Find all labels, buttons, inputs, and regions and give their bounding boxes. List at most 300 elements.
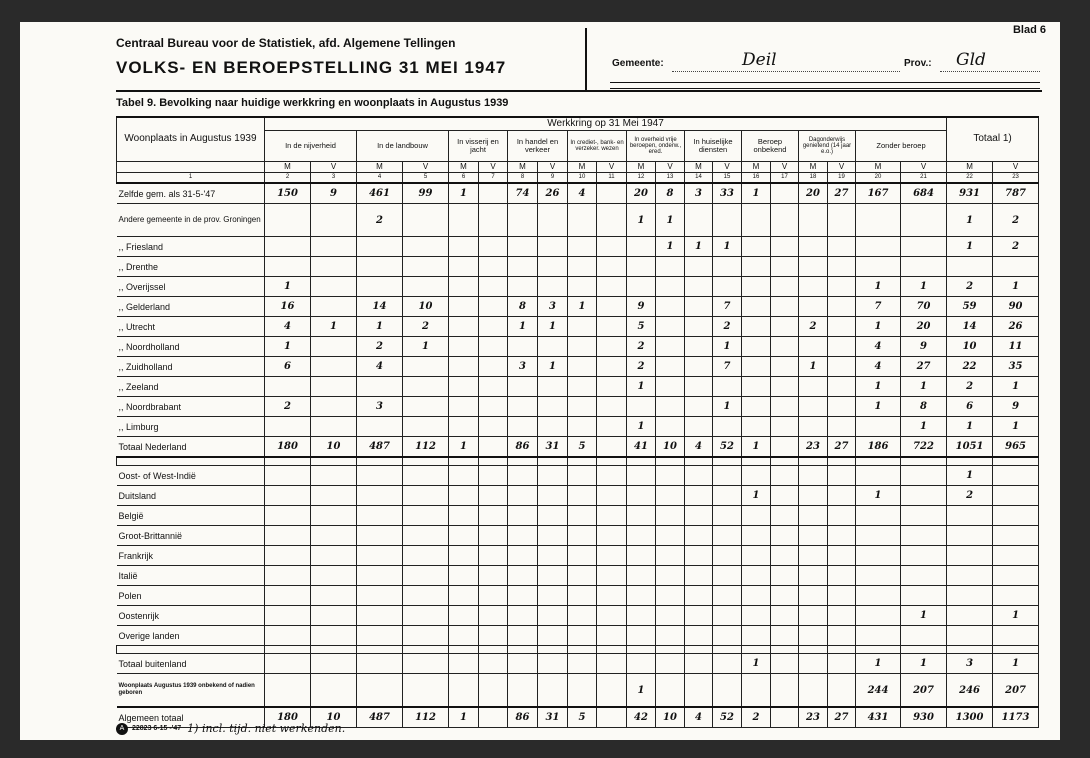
- data-cell: 20: [799, 183, 828, 204]
- group-header: In de nijverheid: [265, 131, 357, 162]
- data-cell: [538, 546, 568, 566]
- spacer-cell: [568, 457, 597, 466]
- data-cell: [656, 674, 685, 708]
- row-label: ,, Utrecht: [117, 317, 265, 337]
- data-cell: 14: [357, 297, 403, 317]
- data-cell: [856, 237, 901, 257]
- data-cell: [449, 674, 479, 708]
- data-cell: [449, 417, 479, 437]
- data-cell: 2: [947, 377, 993, 397]
- data-cell: [901, 204, 947, 237]
- data-cell: [597, 506, 627, 526]
- data-cell: [993, 586, 1039, 606]
- data-cell: 31: [538, 437, 568, 458]
- data-cell: 59: [947, 297, 993, 317]
- row-label: ,, Zeeland: [117, 377, 265, 397]
- data-cell: 7: [713, 357, 742, 377]
- data-cell: [403, 674, 449, 708]
- data-cell: [685, 674, 713, 708]
- data-cell: [597, 526, 627, 546]
- data-cell: [828, 566, 856, 586]
- data-cell: [828, 486, 856, 506]
- group-header: In huiselijke diensten: [685, 131, 742, 162]
- data-cell: [538, 626, 568, 646]
- data-cell: [568, 417, 597, 437]
- data-cell: [403, 654, 449, 674]
- data-cell: [568, 546, 597, 566]
- table-row: [117, 606, 1039, 626]
- data-cell: [357, 506, 403, 526]
- data-cell: [656, 466, 685, 486]
- data-cell: 112: [403, 707, 449, 728]
- data-cell: [479, 337, 508, 357]
- data-cell: [357, 654, 403, 674]
- data-cell: [479, 237, 508, 257]
- data-cell: [265, 466, 311, 486]
- data-cell: [901, 626, 947, 646]
- group-header: In de landbouw: [357, 131, 449, 162]
- data-cell: [742, 257, 771, 277]
- data-cell: [685, 257, 713, 277]
- data-cell: [828, 586, 856, 606]
- data-cell: [597, 486, 627, 506]
- data-cell: [947, 606, 993, 626]
- data-cell: 27: [828, 707, 856, 728]
- data-cell: [656, 546, 685, 566]
- table-row: [117, 437, 1039, 458]
- data-cell: 26: [993, 317, 1039, 337]
- row-label: Oost- of West-Indië: [117, 466, 265, 486]
- data-cell: [627, 606, 656, 626]
- spacer-cell: [993, 646, 1039, 654]
- data-cell: [311, 357, 357, 377]
- data-cell: [799, 277, 828, 297]
- data-cell: [799, 586, 828, 606]
- data-cell: [508, 626, 538, 646]
- data-cell: [742, 526, 771, 546]
- data-cell: [799, 626, 828, 646]
- table-row: [117, 674, 1039, 708]
- data-cell: [357, 237, 403, 257]
- data-cell: [597, 337, 627, 357]
- sheet-number: Blad 6: [1012, 24, 1046, 36]
- data-cell: [856, 526, 901, 546]
- row-label: Totaal buitenland: [117, 654, 265, 674]
- data-cell: [993, 506, 1039, 526]
- spacer-cell: [901, 646, 947, 654]
- data-cell: [799, 297, 828, 317]
- print-code: 22823 6-15 -'47: [132, 725, 182, 732]
- group-header: Beroep onbekend: [742, 131, 799, 162]
- data-cell: [771, 546, 799, 566]
- row-label: Italië: [117, 566, 265, 586]
- data-cell: [656, 506, 685, 526]
- data-cell: [799, 417, 828, 437]
- data-cell: [403, 466, 449, 486]
- data-cell: 1: [856, 277, 901, 297]
- data-cell: [479, 546, 508, 566]
- data-cell: [597, 546, 627, 566]
- data-cell: [799, 204, 828, 237]
- data-cell: 4: [265, 317, 311, 337]
- data-cell: [403, 546, 449, 566]
- data-cell: [357, 277, 403, 297]
- data-cell: [538, 566, 568, 586]
- data-cell: [538, 237, 568, 257]
- data-cell: 23: [799, 707, 828, 728]
- gemeente-label: Gemeente:: [612, 58, 664, 69]
- spacer-cell: [479, 646, 508, 654]
- data-cell: 167: [856, 183, 901, 204]
- data-cell: [856, 466, 901, 486]
- data-cell: [947, 506, 993, 526]
- female-column-header: V: [901, 162, 947, 173]
- data-cell: 2: [627, 357, 656, 377]
- data-cell: [713, 526, 742, 546]
- data-cell: [568, 626, 597, 646]
- data-cell: [713, 654, 742, 674]
- column-number: 4: [357, 173, 403, 184]
- print-badge: A: [116, 723, 128, 735]
- data-cell: [685, 526, 713, 546]
- female-column-header: V: [538, 162, 568, 173]
- data-cell: [265, 377, 311, 397]
- data-cell: [713, 506, 742, 526]
- data-cell: [538, 377, 568, 397]
- data-cell: 207: [901, 674, 947, 708]
- column-number: 18: [799, 173, 828, 184]
- table-row: [117, 257, 1039, 277]
- totaal-header: Totaal 1): [947, 117, 1039, 162]
- data-cell: 20: [627, 183, 656, 204]
- data-cell: [656, 277, 685, 297]
- data-cell: 1: [901, 417, 947, 437]
- data-cell: 52: [713, 437, 742, 458]
- data-cell: 1: [508, 317, 538, 337]
- data-cell: 1: [856, 317, 901, 337]
- data-cell: [479, 566, 508, 586]
- data-cell: 42: [627, 707, 656, 728]
- data-cell: [856, 204, 901, 237]
- data-cell: 1: [856, 377, 901, 397]
- data-cell: [771, 526, 799, 546]
- data-cell: [311, 586, 357, 606]
- data-cell: [449, 486, 479, 506]
- spacer-cell: [265, 457, 311, 466]
- data-cell: [713, 466, 742, 486]
- data-cell: 90: [993, 297, 1039, 317]
- spacer-cell: [685, 646, 713, 654]
- data-cell: [713, 546, 742, 566]
- data-cell: [597, 586, 627, 606]
- data-cell: [449, 337, 479, 357]
- data-cell: [597, 674, 627, 708]
- data-cell: [713, 417, 742, 437]
- data-cell: [742, 204, 771, 237]
- data-cell: [713, 277, 742, 297]
- data-cell: [479, 183, 508, 204]
- data-cell: 1: [568, 297, 597, 317]
- data-cell: [311, 546, 357, 566]
- data-cell: [771, 707, 799, 728]
- data-cell: [685, 357, 713, 377]
- data-cell: [403, 397, 449, 417]
- data-cell: 487: [357, 437, 403, 458]
- table-row: [117, 506, 1039, 526]
- data-cell: [828, 377, 856, 397]
- data-cell: 1051: [947, 437, 993, 458]
- data-cell: [538, 526, 568, 546]
- data-cell: [311, 397, 357, 417]
- werkkring-header: Werkkring op 31 Mei 1947: [265, 117, 947, 131]
- data-cell: [799, 654, 828, 674]
- data-cell: [742, 546, 771, 566]
- data-cell: [771, 183, 799, 204]
- data-cell: [508, 586, 538, 606]
- data-cell: [856, 626, 901, 646]
- data-cell: [828, 297, 856, 317]
- data-cell: 1: [656, 237, 685, 257]
- spacer-cell: [828, 646, 856, 654]
- data-cell: [993, 257, 1039, 277]
- data-cell: 5: [568, 707, 597, 728]
- data-cell: [713, 257, 742, 277]
- male-column-header: M: [856, 162, 901, 173]
- data-cell: [403, 237, 449, 257]
- data-cell: [479, 277, 508, 297]
- table-row: [117, 526, 1039, 546]
- gemeente-value: Deil: [742, 50, 777, 70]
- data-cell: [685, 317, 713, 337]
- data-cell: [508, 204, 538, 237]
- data-cell: [568, 486, 597, 506]
- column-number: 9: [538, 173, 568, 184]
- data-cell: [685, 606, 713, 626]
- data-cell: 52: [713, 707, 742, 728]
- spacer-cell: [311, 646, 357, 654]
- data-cell: [771, 486, 799, 506]
- data-cell: [568, 357, 597, 377]
- data-cell: [656, 417, 685, 437]
- data-cell: [597, 566, 627, 586]
- data-cell: [856, 586, 901, 606]
- row-label: Totaal Nederland: [117, 437, 265, 458]
- data-cell: 11: [993, 337, 1039, 357]
- column-number: 3: [311, 173, 357, 184]
- data-cell: [685, 486, 713, 506]
- row-label: ,, Noordholland: [117, 337, 265, 357]
- data-cell: 1: [265, 337, 311, 357]
- data-cell: 27: [828, 437, 856, 458]
- data-cell: [799, 466, 828, 486]
- data-cell: [311, 674, 357, 708]
- data-cell: [993, 546, 1039, 566]
- province-value: Gld: [956, 50, 986, 70]
- data-cell: [656, 377, 685, 397]
- data-cell: [656, 257, 685, 277]
- data-cell: [901, 506, 947, 526]
- data-cell: 1: [449, 183, 479, 204]
- data-cell: 1: [449, 437, 479, 458]
- data-cell: [403, 626, 449, 646]
- data-cell: 1: [311, 317, 357, 337]
- male-column-header: M: [627, 162, 656, 173]
- data-cell: [479, 466, 508, 486]
- data-cell: [656, 486, 685, 506]
- woonplaats-header: Woonplaats in Augustus 1939: [117, 117, 265, 162]
- data-cell: [265, 204, 311, 237]
- data-cell: [799, 397, 828, 417]
- data-cell: [901, 526, 947, 546]
- data-cell: 2: [993, 237, 1039, 257]
- data-cell: 4: [856, 337, 901, 357]
- data-cell: [771, 204, 799, 237]
- data-cell: 1: [742, 654, 771, 674]
- data-cell: 1: [265, 277, 311, 297]
- data-cell: [357, 606, 403, 626]
- data-cell: [311, 377, 357, 397]
- data-cell: 70: [901, 297, 947, 317]
- data-cell: [742, 237, 771, 257]
- data-cell: [656, 606, 685, 626]
- data-cell: [265, 566, 311, 586]
- data-cell: [357, 586, 403, 606]
- data-cell: [265, 674, 311, 708]
- data-cell: 9: [311, 183, 357, 204]
- data-cell: [449, 257, 479, 277]
- spacer-cell: [742, 457, 771, 466]
- data-cell: 722: [901, 437, 947, 458]
- data-cell: [771, 337, 799, 357]
- data-cell: [311, 417, 357, 437]
- data-cell: [538, 486, 568, 506]
- data-cell: [311, 654, 357, 674]
- data-cell: [479, 437, 508, 458]
- group-header: In crediet-, bank- en verzeker. wezen: [568, 131, 627, 162]
- data-cell: [568, 337, 597, 357]
- data-cell: [685, 204, 713, 237]
- data-cell: 2: [265, 397, 311, 417]
- data-cell: [265, 257, 311, 277]
- data-cell: 2: [742, 707, 771, 728]
- data-cell: [311, 606, 357, 626]
- data-cell: [311, 277, 357, 297]
- group-header: Dagonderwijs genietend (14 jaar e.o.): [799, 131, 856, 162]
- female-column-header: V: [713, 162, 742, 173]
- data-cell: [656, 566, 685, 586]
- data-cell: 9: [627, 297, 656, 317]
- data-cell: [627, 257, 656, 277]
- data-cell: 8: [508, 297, 538, 317]
- data-cell: 2: [993, 204, 1039, 237]
- data-cell: [403, 486, 449, 506]
- data-cell: 2: [627, 337, 656, 357]
- row-label: Overige landen: [117, 626, 265, 646]
- data-cell: [656, 297, 685, 317]
- column-number: 20: [856, 173, 901, 184]
- spacer-cell: [901, 457, 947, 466]
- data-cell: [771, 417, 799, 437]
- data-cell: [901, 237, 947, 257]
- data-cell: [597, 297, 627, 317]
- data-cell: [685, 586, 713, 606]
- column-number: 23: [993, 173, 1039, 184]
- spacer-cell: [627, 457, 656, 466]
- data-cell: 20: [901, 317, 947, 337]
- data-cell: [508, 277, 538, 297]
- female-column-header: V: [597, 162, 627, 173]
- spacer-cell: [538, 457, 568, 466]
- data-cell: [403, 377, 449, 397]
- data-cell: [311, 526, 357, 546]
- data-cell: [449, 237, 479, 257]
- data-cell: [597, 377, 627, 397]
- data-cell: 27: [828, 183, 856, 204]
- data-cell: [742, 297, 771, 317]
- data-cell: [799, 377, 828, 397]
- row-label: ,, Limburg: [117, 417, 265, 437]
- data-cell: [311, 297, 357, 317]
- data-cell: 431: [856, 707, 901, 728]
- data-cell: [656, 526, 685, 546]
- female-column-header: V: [656, 162, 685, 173]
- table-row: [117, 277, 1039, 297]
- data-cell: [901, 257, 947, 277]
- spacer-cell: [627, 646, 656, 654]
- data-cell: [656, 626, 685, 646]
- data-cell: 1: [993, 377, 1039, 397]
- data-cell: 1: [799, 357, 828, 377]
- data-cell: [479, 586, 508, 606]
- data-cell: [357, 257, 403, 277]
- data-cell: [947, 546, 993, 566]
- data-cell: [311, 626, 357, 646]
- male-column-header: M: [799, 162, 828, 173]
- data-cell: [311, 506, 357, 526]
- data-cell: [538, 506, 568, 526]
- data-cell: [403, 606, 449, 626]
- data-cell: [828, 626, 856, 646]
- data-cell: [449, 586, 479, 606]
- data-cell: [627, 626, 656, 646]
- data-cell: 1: [685, 237, 713, 257]
- data-cell: [265, 654, 311, 674]
- data-cell: 1: [538, 317, 568, 337]
- data-cell: [828, 506, 856, 526]
- data-cell: 186: [856, 437, 901, 458]
- data-cell: 965: [993, 437, 1039, 458]
- data-cell: [947, 526, 993, 546]
- data-cell: 1: [947, 417, 993, 437]
- data-cell: 16: [265, 297, 311, 317]
- data-cell: [449, 654, 479, 674]
- data-cell: 10: [311, 437, 357, 458]
- table-row: [117, 397, 1039, 417]
- census-table: [116, 116, 1039, 728]
- data-cell: [597, 707, 627, 728]
- data-cell: 7: [713, 297, 742, 317]
- spacer-cell: [685, 457, 713, 466]
- column-number: 1: [117, 173, 265, 184]
- table-row: [117, 297, 1039, 317]
- data-cell: [828, 204, 856, 237]
- column-number: 13: [656, 173, 685, 184]
- data-cell: [311, 204, 357, 237]
- data-cell: [713, 204, 742, 237]
- data-cell: [993, 466, 1039, 486]
- data-cell: [685, 417, 713, 437]
- data-cell: 1: [947, 466, 993, 486]
